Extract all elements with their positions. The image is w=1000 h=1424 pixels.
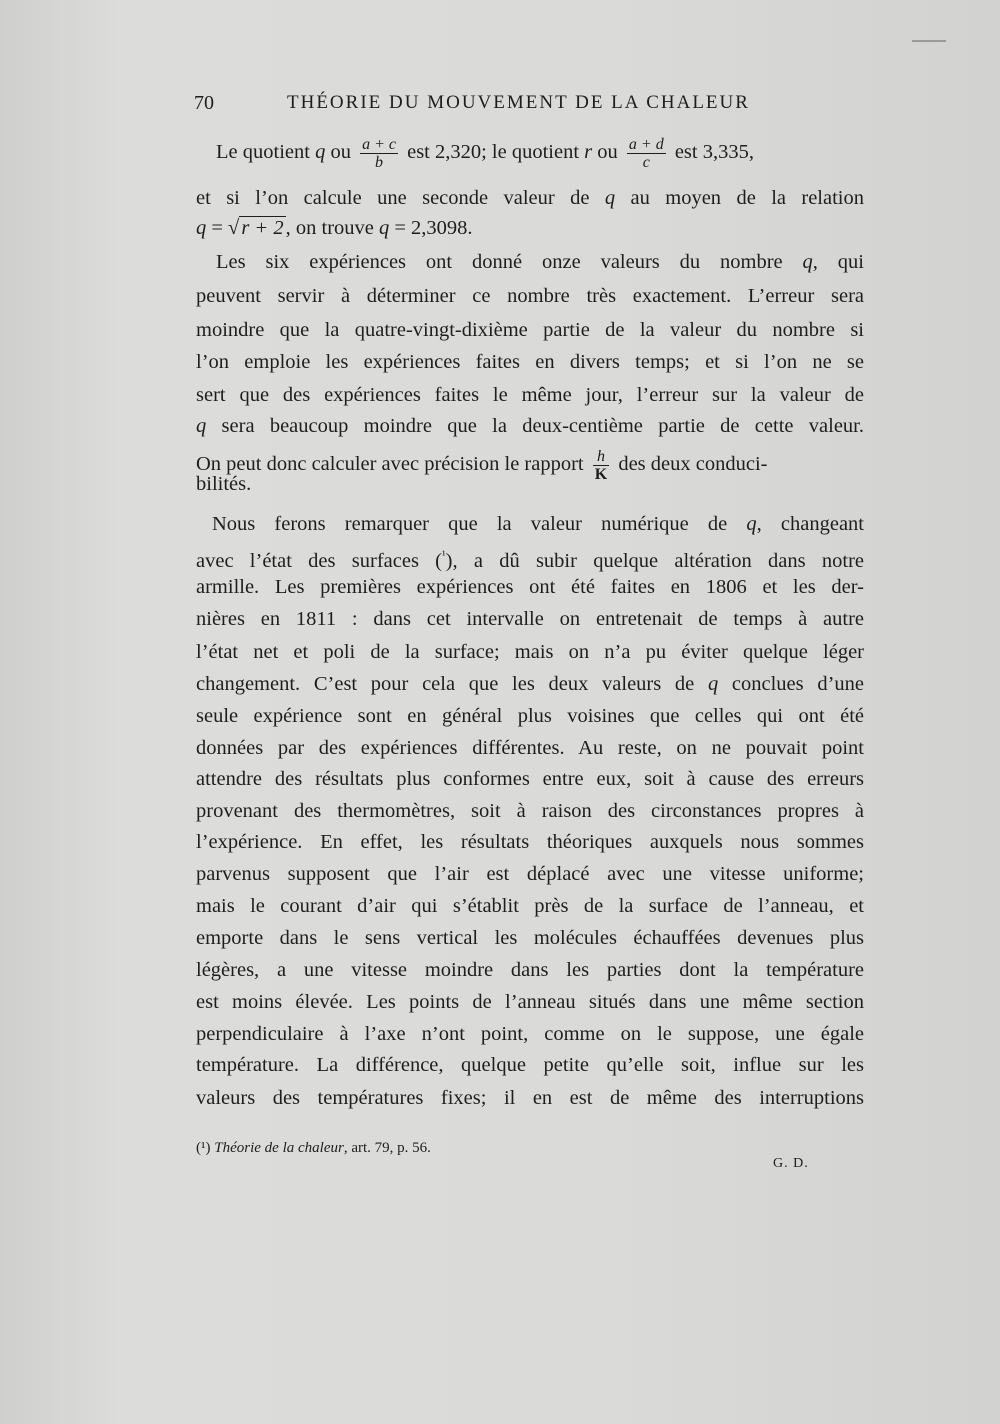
text-line: emporte dans le sens vertical les molécules échauffées devenues plus — [196, 927, 864, 949]
running-title: THÉORIE DU MOUVEMENT DE LA CHALEUR — [287, 92, 750, 113]
signature: G. D. — [773, 1156, 809, 1171]
fraction-denominator: K — [594, 466, 608, 483]
fraction-numerator: a + d — [628, 136, 664, 153]
text-span: au moyen de la relation — [615, 187, 864, 209]
variable: r — [584, 141, 593, 164]
text-line: nières en 1811 : dans cet intervalle on entretenait de temps à autre — [196, 608, 864, 630]
footnote-marker: (¹) — [196, 1140, 211, 1156]
text-line — [196, 216, 864, 240]
text-line: l’état net et poli de la surface; mais on n’a pu éviter quelque léger — [196, 641, 864, 663]
text-span: , on trouve — [285, 217, 379, 239]
text-span: = 2,3098. — [389, 217, 473, 239]
fraction — [360, 136, 398, 171]
text-line — [196, 672, 864, 696]
variable: q — [604, 187, 616, 209]
text-span: des deux conduci- — [618, 453, 768, 476]
footnote — [196, 1140, 431, 1157]
text-line: l’expérience. En effet, les résultats théoriques auxquels nous sommes — [196, 831, 864, 853]
text-span: et si l’on calcule une seconde valeur de — [196, 187, 605, 209]
text-line — [196, 186, 864, 210]
text-line: données par des expériences différentes. Au reste, on ne pouvait point — [196, 737, 864, 759]
text-span: avec l’état des surfaces ( — [196, 549, 443, 572]
text-span: , qui — [812, 251, 865, 273]
variable: q — [707, 673, 719, 695]
text-line: peuvent servir à déterminer ce nombre très exactement. L’erreur sera — [196, 285, 864, 307]
page-header — [194, 92, 834, 122]
text-line: est moins élevée. Les points de l’anneau situés dans une même section — [196, 991, 864, 1013]
variable: q — [315, 141, 326, 164]
text-span: est 2,320; le quotient — [407, 141, 585, 164]
text-line: température. La différence, quelque petite qu’elle soit, influe sur les — [196, 1054, 864, 1076]
sqrt-radicand — [239, 216, 285, 239]
text-line: mais le courant d’air qui s’établit près de la surface de l’anneau, et — [196, 895, 864, 917]
variable: q — [379, 217, 390, 239]
text-line: bilités. — [196, 473, 252, 495]
corner-mark — [912, 40, 946, 42]
text-span: conclues d’une — [718, 673, 864, 695]
text-line — [212, 512, 864, 536]
variable: q — [802, 251, 813, 273]
variable: q — [196, 415, 207, 437]
text-line — [216, 250, 864, 274]
text-line: moindre que la quatre-vingt-dixième partie de la valeur du nombre si — [196, 319, 864, 341]
text-span: Nous ferons remarquer que la valeur numérique de — [212, 513, 747, 535]
fraction-numerator: h — [593, 448, 609, 466]
text-line: l’on emploie les expériences faites en divers temps; et si l’on ne se — [196, 351, 864, 373]
fraction — [627, 136, 666, 171]
text-line: parvenus supposent que l’air est déplacé avec une vitesse uniforme; — [196, 863, 864, 885]
text-span: , changeant — [756, 513, 864, 535]
text-span: ), a dû subir quelque altération dans notre — [445, 549, 864, 572]
text-line — [196, 543, 864, 573]
text-line: sert que des expériences faites le même jour, l’erreur sur la valeur de — [196, 384, 864, 406]
variable: q — [196, 217, 207, 239]
radicand: r + 2 — [241, 217, 284, 239]
text-span: est 3,335, — [674, 141, 754, 164]
text-line — [196, 136, 864, 171]
fraction-numerator: a + c — [362, 136, 396, 153]
variable: q — [746, 513, 757, 535]
text-span: Le quotient — [216, 141, 316, 164]
footnote-title: Théorie de la chaleur — [214, 1140, 344, 1156]
text-line: légères, a une vitesse moindre dans les parties dont la température — [196, 959, 864, 981]
text-span: On peut donc calculer avec précision le rapport — [196, 453, 584, 476]
text-line: provenant des thermomètres, soit à raison des circonstances propres à — [196, 800, 864, 822]
text-span: ou — [592, 141, 618, 164]
fraction-denominator: c — [642, 154, 650, 171]
text-line: attendre des résultats plus conformes entre eux, soit à cause des erreurs — [196, 768, 864, 790]
text-line: valeurs des températures fixes; il en est de même des interruptions — [196, 1087, 864, 1109]
page-number: 70 — [194, 92, 214, 114]
fraction-denominator: b — [375, 154, 384, 171]
text-line: seule expérience sont en général plus voisines que celles qui ont été — [196, 705, 864, 727]
footnote-ref: ¹ — [442, 548, 446, 562]
text-line — [196, 414, 864, 438]
text-span: = √ — [206, 217, 240, 239]
text-span: Les six expériences ont donné onze valeurs du nombre — [216, 251, 803, 273]
text-line: armille. Les premières expériences ont été faites en 1806 et les der- — [196, 576, 864, 598]
text-line: perpendiculaire à l’axe n’ont point, comme on le suppose, une égale — [196, 1023, 864, 1045]
text-span: ou — [325, 141, 351, 164]
text-span: changement. C’est pour cela que les deux valeurs de — [196, 673, 708, 695]
footnote-text: , art. 79, p. 56. — [343, 1140, 431, 1156]
text-span: sera beaucoup moindre que la deux-centième partie de cette valeur. — [206, 415, 864, 437]
